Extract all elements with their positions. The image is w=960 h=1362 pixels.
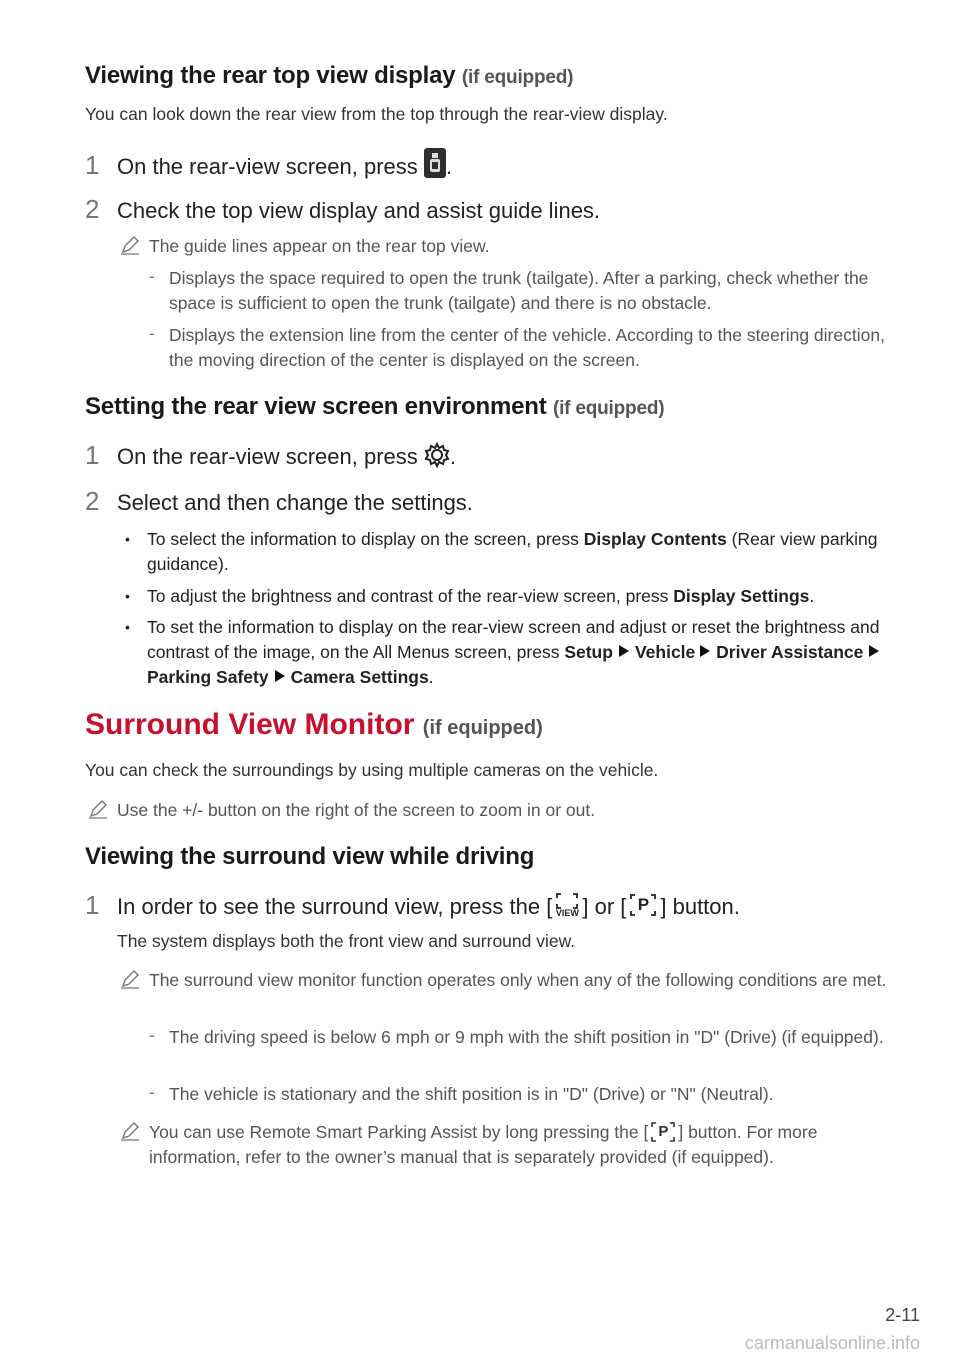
note: The surround view monitor function operates only when any of the following conditions are met. (149, 968, 889, 993)
dash-item: - Displays the extension line from the center of the vehicle. According to the steering direction, the moving direction of the center is displayed on the screen. (149, 323, 885, 370)
view-button-icon: VIEW (552, 892, 582, 918)
page-number: 2-11 (885, 1305, 920, 1325)
bullet-item: • To set the information to display on the rear-view screen and adjust or reset the brightness and contrast of the image, on the All Menus screen, press Setup Vehicle Driver AssistanceParking Safety Camera Settings. (125, 617, 880, 687)
bullet-item: • To select the information to display on the screen, press Display Contents (Rear view parking guidance). (125, 529, 878, 574)
step-description: The system displays both the front view and surround view. (117, 931, 576, 951)
note: You can use Remote Smart Parking Assist by long pressing the [ P ] button. For more information, refer to the owner’s manual that is separately provided (if equipped). (149, 1120, 889, 1170)
note: The guide lines appear on the rear top view. (149, 234, 909, 259)
step-1: 1 On the rear-view screen, press . (85, 148, 452, 184)
section-title-surround-view: Surround View Monitor (if equipped) (85, 708, 543, 741)
note-pencil-icon (119, 234, 141, 256)
note-pencil-icon (119, 968, 141, 990)
section-intro: You can look down the rear view from the top through the rear-view display. (85, 104, 668, 124)
step-2: 2 Check the top view display and assist guide lines. (85, 194, 601, 224)
section-title-rear-settings: Setting the rear view screen environment (if equipped) (85, 393, 665, 420)
bullet-item: • To adjust the brightness and contrast of the rear-view screen, press Display Settings. (125, 586, 815, 606)
dash-item: - The vehicle is stationary and the shift position is in "D" (Drive) or "N" (Neutral). (149, 1082, 774, 1104)
step-1: 1 On the rear-view screen, press . (85, 440, 456, 474)
watermark: carmanualsonline.info (744, 1333, 920, 1353)
section-title-rear-top-view: Viewing the rear top view display (if equipped) (85, 62, 574, 89)
step-1: 1 In order to see the surround view, press the [ VIEW ] or [ P ] button. (85, 890, 740, 920)
step-2: 2 Select and then change the settings. (85, 486, 473, 516)
dash-item: - The driving speed is below 6 mph or 9 mph with the shift position in "D" (Drive) (if equipped). (149, 1025, 884, 1047)
note: Use the +/- button on the right of the screen to zoom in or out. (117, 798, 897, 823)
gear-icon (424, 442, 450, 474)
top-view-icon (424, 148, 446, 184)
dash-item: - Displays the space required to open the trunk (tailgate). After a parking, check whether the space is sufficient to open the trunk (tailgate) and there is no obstacle. (149, 266, 869, 313)
section-title-surround-driving: Viewing the surround view while driving (85, 843, 535, 870)
parking-button-icon: P (648, 1121, 678, 1143)
section-intro: You can check the surroundings by using multiple cameras on the vehicle. (85, 760, 659, 780)
note-pencil-icon (119, 1120, 141, 1142)
note-pencil-icon (87, 798, 109, 820)
parking-button-icon: P (626, 892, 660, 918)
